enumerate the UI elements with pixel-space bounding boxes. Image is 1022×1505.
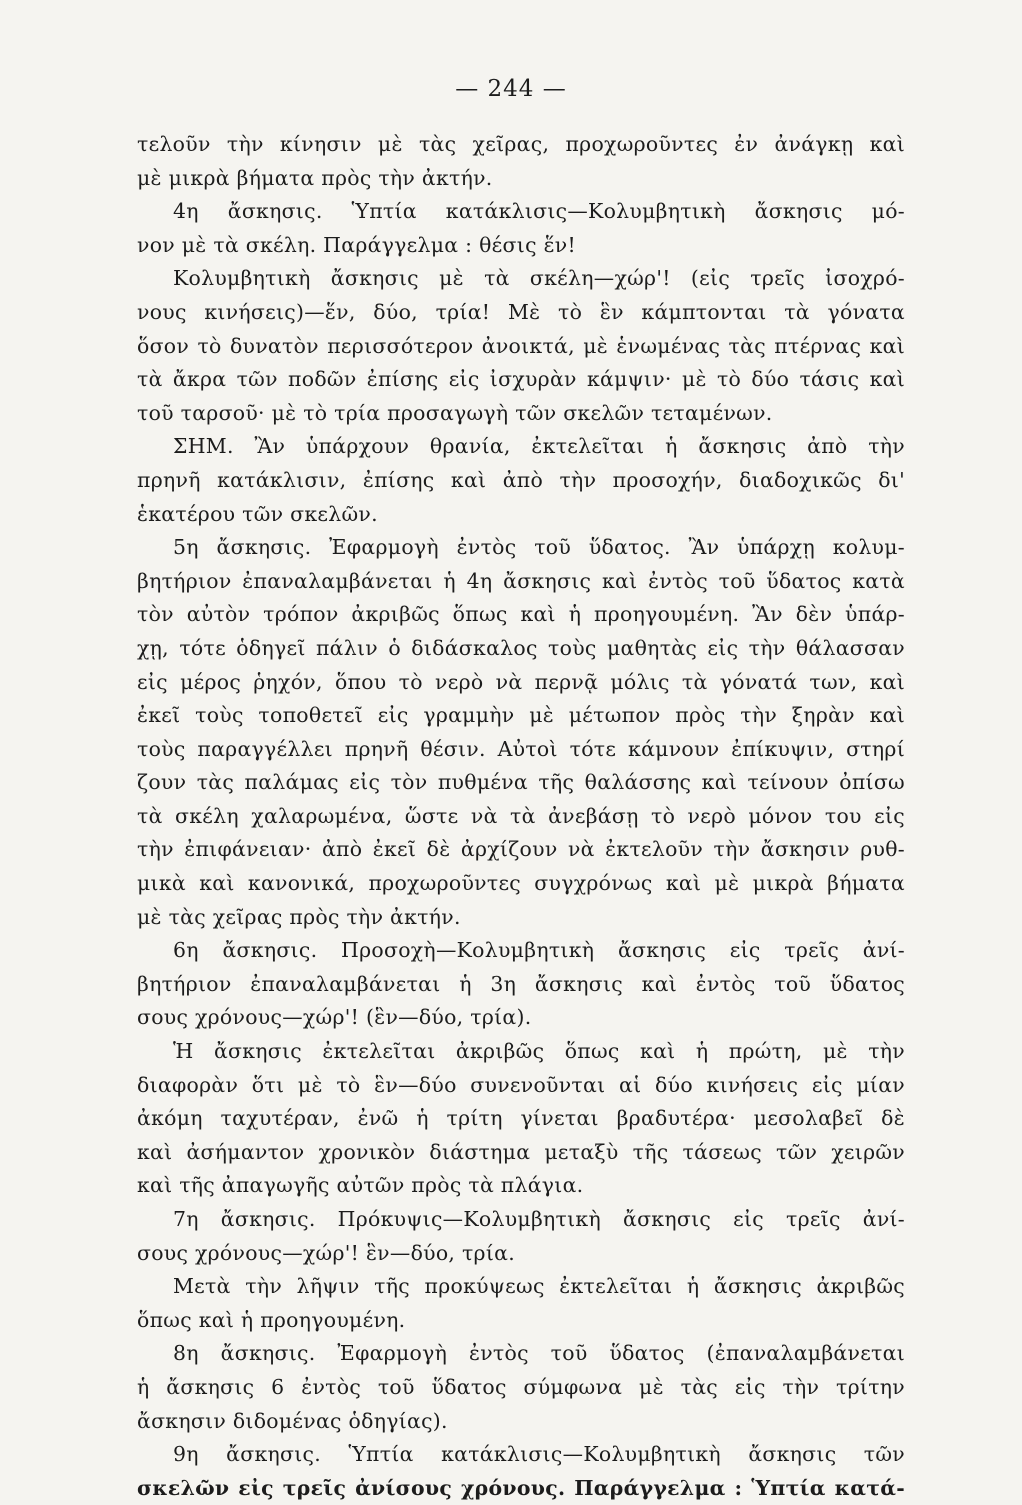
text-line: εἰς μέρος ῥηχόν, ὅπου τὸ νερὸ νὰ περνᾷ μόλις τὰ γόνατά των, καὶ — [137, 669, 905, 694]
body-text — [137, 128, 905, 1505]
text-line: τὰ ἄκρα τῶν ποδῶν ἐπίσης εἰς ἰσχυρὰν κάμψιν· μὲ τὸ δύο τάσις καὶ — [137, 367, 905, 392]
text-line: καὶ ἀσήμαντον χρονικὸν διάστημα μεταξὺ τῆς τάσεως τῶν χειρῶν — [137, 1139, 905, 1164]
text-line: ἡ ἄσκησις 6 ἐντὸς τοῦ ὕδατος σύμφωνα μὲ τὰς εἰς τὴν τρίτην — [137, 1374, 905, 1399]
text-line: τὸν αὐτὸν τρόπον ἀκριβῶς ὅπως καὶ ἡ προηγουμένη. Ἂν δὲν ὑπάρ- — [137, 602, 905, 627]
text-line: ζουν τὰς παλάμας εἰς τὸν πυθμένα τῆς θαλάσσης καὶ τείνουν ὀπίσω — [137, 770, 905, 795]
text-line: μὲ τὰς χεῖρας πρὸς τὴν ἀκτήν. — [137, 904, 461, 929]
text-line: τελοῦν τὴν κίνησιν μὲ τὰς χεῖρας, προχωροῦντες ἐν ἀνάγκῃ καὶ — [137, 132, 905, 156]
text-line: ἄσκησιν διδομένας ὁδηγίας). — [137, 1408, 448, 1433]
text-line: 8η ἄσκησις. Ἐφαρμογὴ ἐντὸς τοῦ ὕδατος (ἐπαναλαμβάνεται — [173, 1341, 905, 1366]
text-line: σκελῶν εἰς τρεῖς ἀνίσους χρόνους. Παράγγελμα : Ὑπτία κατά- — [137, 1475, 905, 1500]
text-line: καὶ τῆς ἀπαγωγῆς αὐτῶν πρὸς τὰ πλάγια. — [137, 1173, 584, 1198]
text-line: 6η ἄσκησις. Προσοχὴ—Κολυμβητικὴ ἄσκησις εἰς τρεῖς ἀνί- — [173, 938, 905, 963]
text-line: χῃ, τότε ὁδηγεῖ πάλιν ὁ διδάσκαλος τοὺς μαθητὰς εἰς τὴν θάλασσαν — [137, 635, 905, 660]
text-line: ΣΗΜ. Ἂν ὑπάρχουν θρανία, ἐκτελεῖται ἡ ἄσκησις ἀπὸ τὴν — [173, 434, 905, 459]
text-line: μικὰ καὶ κανονικά, προχωροῦντες συγχρόνως καὶ μὲ μικρὰ βήματα — [137, 871, 905, 896]
text-line: Μετὰ τὴν λῆψιν τῆς προκύψεως ἐκτελεῖται ἡ ἄσκησις ἀκριβῶς — [173, 1274, 905, 1299]
text-line: σους χρόνους—χώρ'! (ἓν—δύο, τρία). — [137, 1005, 532, 1030]
text-line: ὅσον τὸ δυνατὸν περισσότερον ἀνοικτά, μὲ ἑνωμένας τὰς πτέρνας καὶ — [137, 333, 905, 358]
text-line: ἑκατέρου τῶν σκελῶν. — [137, 501, 378, 526]
text-line: βητήριον ἐπαναλαμβάνεται ἡ 3η ἄσκησις καὶ ἐντὸς τοῦ ὕδατος — [137, 971, 905, 996]
text-line: τοῦ ταρσοῦ· μὲ τὸ τρία προσαγωγὴ τῶν σκελῶν τεταμένων. — [137, 400, 773, 425]
text-line: τὴν ἐπιφάνειαν· ἀπὸ ἐκεῖ δὲ ἀρχίζουν νὰ ἐκτελοῦν τὴν ἄσκησιν ρυθ- — [137, 837, 905, 862]
page-number: — 244 — — [455, 76, 567, 102]
text-line: νους κινήσεις)—ἕν, δύο, τρία! Μὲ τὸ ἓν κάμπτονται τὰ γόνατα — [137, 299, 905, 324]
text-line: 9η ἄσκησις. Ὑπτία κατάκλισις—Κολυμβητικὴ ἄσκησις τῶν — [173, 1442, 905, 1467]
text-line: ἐκεῖ τοὺς τοποθετεῖ εἰς γραμμὴν μὲ μέτωπον πρὸς τὴν ξηρὰν καὶ — [137, 703, 905, 728]
text-line: 7η ἄσκησις. Πρόκυψις—Κολυμβητικὴ ἄσκησις εἰς τρεῖς ἀνί- — [173, 1207, 905, 1231]
text-line: σους χρόνους—χώρ'! ἓν—δύο, τρία. — [137, 1240, 515, 1265]
text-line: ὅπως καὶ ἡ προηγουμένη. — [137, 1307, 406, 1332]
text-line: Κολυμβητικὴ ἄσκησις μὲ τὰ σκέλη—χώρ'! (εἰς τρεῖς ἰσοχρό- — [173, 266, 905, 291]
text-line: 5η ἄσκησις. Ἐφαρμογὴ ἐντὸς τοῦ ὕδατος. Ἂν ὑπάρχῃ κολυμ- — [173, 535, 905, 560]
text-line: Ἡ ἄσκησις ἐκτελεῖται ἀκριβῶς ὅπως καὶ ἡ πρώτη, μὲ τὴν — [173, 1039, 905, 1064]
text-line: πρηνῆ κατάκλισιν, ἐπίσης καὶ ἀπὸ τὴν προσοχήν, διαδοχικῶς δι' — [137, 467, 905, 492]
text-line: διαφορὰν ὅτι μὲ τὸ ἓν—δύο συνενοῦνται αἱ δύο κινήσεις εἰς μίαν — [137, 1072, 905, 1097]
text-line: τοὺς παραγγέλλει πρηνῆ θέσιν. Αὐτοὶ τότε κάμνουν ἐπίκυψιν, στηρί — [137, 736, 905, 761]
text-line: βητήριον ἐπαναλαμβάνεται ἡ 4η ἄσκησις καὶ ἐντὸς τοῦ ὕδατος κατὰ — [137, 568, 905, 593]
text-line: 4η ἄσκησις. Ὑπτία κατάκλισις—Κολυμβητικὴ ἄσκησις μό- — [173, 199, 905, 224]
text-line: ἀκόμη ταχυτέραν, ἐνῶ ἡ τρίτη γίνεται βραδυτέρα· μεσολαβεῖ δὲ — [137, 1106, 905, 1131]
text-line: νον μὲ τὰ σκέλη. Παράγγελμα : θέσις ἕν! — [137, 232, 576, 257]
text-line: τὰ σκέλη χαλαρωμένα, ὥστε νὰ τὰ ἀνεβάσῃ τὸ νερὸ μόνον του εἰς — [137, 803, 905, 828]
text-line: μὲ μικρὰ βήματα πρὸς τὴν ἀκτήν. — [137, 165, 493, 190]
